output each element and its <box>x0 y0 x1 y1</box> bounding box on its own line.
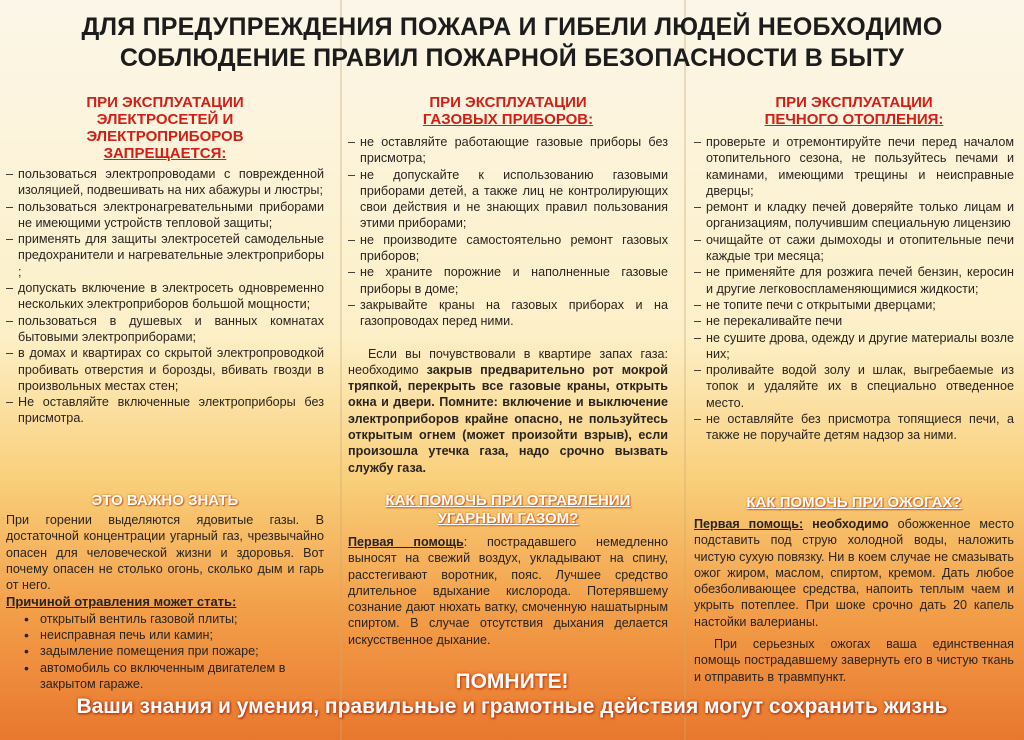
list-item: – не перекаливайте печи <box>694 313 1014 329</box>
important-title: ЭТО ВАЖНО ЗНАТЬ <box>91 492 239 509</box>
stove-section <box>694 94 1014 444</box>
list-item: – пользоваться электропроводами с поврежденной изоляцией, подвешивать на них абажуры и люстры; <box>6 166 324 199</box>
burn-help-label: Первая помощь: <box>694 517 804 531</box>
list-item: • неисправная печь или камин; <box>24 627 324 643</box>
electric-list <box>6 166 324 427</box>
gas-section <box>348 94 668 476</box>
list-item: – Не оставляйте включенные электроприборы без присмотра. <box>6 394 324 427</box>
burn-help-body: обожженное место подставить под струю холодной воды, наложить чистую сухую повязку. Ни в коем случае не смазывать ожог жиром, маслом, спиртом, кремом. Дать любое обезболивающее средства, напоить теплым чаем и укрыть потеплее. При шоке срочно дать 20 капель настойки валерианы. <box>694 517 1014 629</box>
gas-smell-intro: Если вы почувствовали в квартире запах газа: необходимо <box>348 346 668 377</box>
co-help-section <box>348 492 668 648</box>
gas-smell-bold: закрыв предварительно рот мокрой тряпкой, перекрыть все газовые краны, открыть окна и двери. Помните: включение и выключение электроприборов крайне опасно, не пользуйтесь открытым огнем (может произойти взрыв), если произошла утечка газа, надо срочно вызвать службу газа. <box>348 362 668 475</box>
footer-slogan: Ваши знания и умения, правильные и грамотные действия могут сохранить жизнь <box>76 695 948 718</box>
list-item: – не допускайте к использованию газовыми приборами детей, а также лиц не контролирующих свои действия и не знающих правил пользования этими приборами; <box>348 167 668 232</box>
list-item: – не оставляйте работающие газовые приборы без присмотра; <box>348 134 668 167</box>
electric-title-line4: ЗАПРЕЩАЕТСЯ: <box>103 145 227 162</box>
fold-line-left <box>340 0 342 740</box>
co-help-title-line1: КАК ПОМОЧЬ ПРИ ОТРАВЛЕНИИ <box>385 492 631 509</box>
list-item: – не применяйте для розжига печей бензин, керосин и другие легковоспламеняющимися жидкости; <box>694 264 1014 297</box>
co-help-text <box>348 534 668 648</box>
list-item: – допускать включение в электросеть одновременно нескольких электроприборов большой мощности; <box>6 280 324 313</box>
gas-title <box>348 94 668 128</box>
gas-list <box>348 134 668 330</box>
stove-title-line1: ПРИ ЭКСПЛУАТАЦИИ <box>775 94 933 111</box>
list-item: – проверьте и отремонтируйте печи перед началом отопительного сезона, не пользуйтесь печами и каминами, имеющими трещины и неисправные дверцы; <box>694 134 1014 199</box>
co-help-title <box>348 492 668 528</box>
stove-title <box>694 94 1014 128</box>
list-item: – пользоваться электронагревательными приборами не имеющими устройств тепловой защиты; <box>6 199 324 232</box>
gas-smell-text <box>348 346 668 476</box>
list-item: – применять для защиты электросетей самодельные предохранители и нагревательные электроприборы ; <box>6 231 324 280</box>
electric-title <box>6 94 324 162</box>
main-title-line2: СОБЛЮДЕНИЕ ПРАВИЛ ПОЖАРНОЙ БЕЗОПАСНОСТИ В БЫТУ <box>119 44 905 72</box>
burn-help-label-bold: необходимо <box>812 517 889 531</box>
electric-section <box>6 94 324 427</box>
list-item: – проливайте водой золу и шлак, выгребаемые из топок и удаляйте их в специально отведенное место. <box>694 362 1014 411</box>
gas-title-line2: ГАЗОВЫХ ПРИБОРОВ: <box>422 111 594 128</box>
list-item: – пользоваться в душевых и ванных комнатах бытовыми электроприборами; <box>6 313 324 346</box>
causes-title: Причиной отравления может стать: <box>6 594 237 610</box>
list-item: – не храните порожние и наполненные газовые приборы в доме; <box>348 264 668 297</box>
burn-help-text <box>694 516 1014 630</box>
list-item: – в домах и квартирах со скрытой электропроводкой пробивать отверстия и борозды, вбивать гвозди в произвольных местах стен; <box>6 345 324 394</box>
stove-title-line2: ПЕЧНОГО ОТОПЛЕНИЯ: <box>764 111 944 128</box>
burn-help-text2: При серьезных ожогах ваша единственная помощь пострадавшему завернуть его в чистую ткань и отправить в травмпункт. <box>694 637 1014 684</box>
list-item: – не производите самостоятельно ремонт газовых приборов; <box>348 232 668 265</box>
list-item: – не оставляйте без присмотра топящиеся печи, а также не поручайте детям надзор за ними. <box>694 411 1014 444</box>
remember-heading: ПОМНИТЕ! <box>455 670 569 693</box>
burn-help-section <box>694 494 1014 685</box>
list-item: – не сушите дрова, одежду и другие материалы возле них; <box>694 330 1014 363</box>
list-item: – не топите печи с открытыми дверцами; <box>694 297 1014 313</box>
main-title-line1: ДЛЯ ПРЕДУПРЕЖДЕНИЯ ПОЖАРА И ГИБЕЛИ ЛЮДЕЙ НЕОБХОДИМО <box>81 13 943 41</box>
co-help-label: Первая помощь <box>348 535 464 549</box>
burn-help-title-text: КАК ПОМОЧЬ ПРИ ОЖОГАХ? <box>746 494 962 511</box>
list-item: – ремонт и кладку печей доверяйте только лицам и организациям, получившим специальную лицензию <box>694 199 1014 232</box>
main-title <box>0 12 1024 74</box>
co-help-body: : пострадавшего немедленно выносят на свежий воздух, укладывают на спину, расстегивают воротник, пояс. Лучшее средство длительное вдыхание кислорода. Потерявшему сознание дают нюхать ватку, смоченную нашатырным спиртом. В случае отсутствия дыхания делается искусственное дыхание. <box>348 535 668 647</box>
list-item: • задымление помещения при пожаре; <box>24 643 324 659</box>
electric-title-line2: ЭЛЕКТРОСЕТЕЙ И <box>96 111 234 128</box>
list-item: – очищайте от сажи дымоходы и отопительные печи каждые три месяца; <box>694 232 1014 265</box>
list-item: • автомобиль со включенным двигателем в закрытом гараже. <box>24 660 324 693</box>
co-help-title-line2: УГАРНЫМ ГАЗОМ? <box>437 510 579 527</box>
electric-title-line3: ЭЛЕКТРОПРИБОРОВ <box>86 128 244 145</box>
important-text: При горении выделяются ядовитые газы. В достаточной концентрации угарный газ, чрезвычайно опасен для человеческой жизни и здоровья. Вот почему опасен не столько огонь, сколько дым и гарь от него. <box>6 513 324 593</box>
stove-list <box>694 134 1014 444</box>
list-item: • открытый вентиль газовой плиты; <box>24 611 324 627</box>
burn-help-title <box>694 494 1014 512</box>
fold-line-right <box>684 0 686 740</box>
gas-title-line1: ПРИ ЭКСПЛУАТАЦИИ <box>429 94 587 111</box>
electric-title-line1: ПРИ ЭКСПЛУАТАЦИИ <box>86 94 244 111</box>
list-item: – закрывайте краны на газовых приборах и на газопроводах перед ними. <box>348 297 668 330</box>
important-section <box>6 492 324 692</box>
